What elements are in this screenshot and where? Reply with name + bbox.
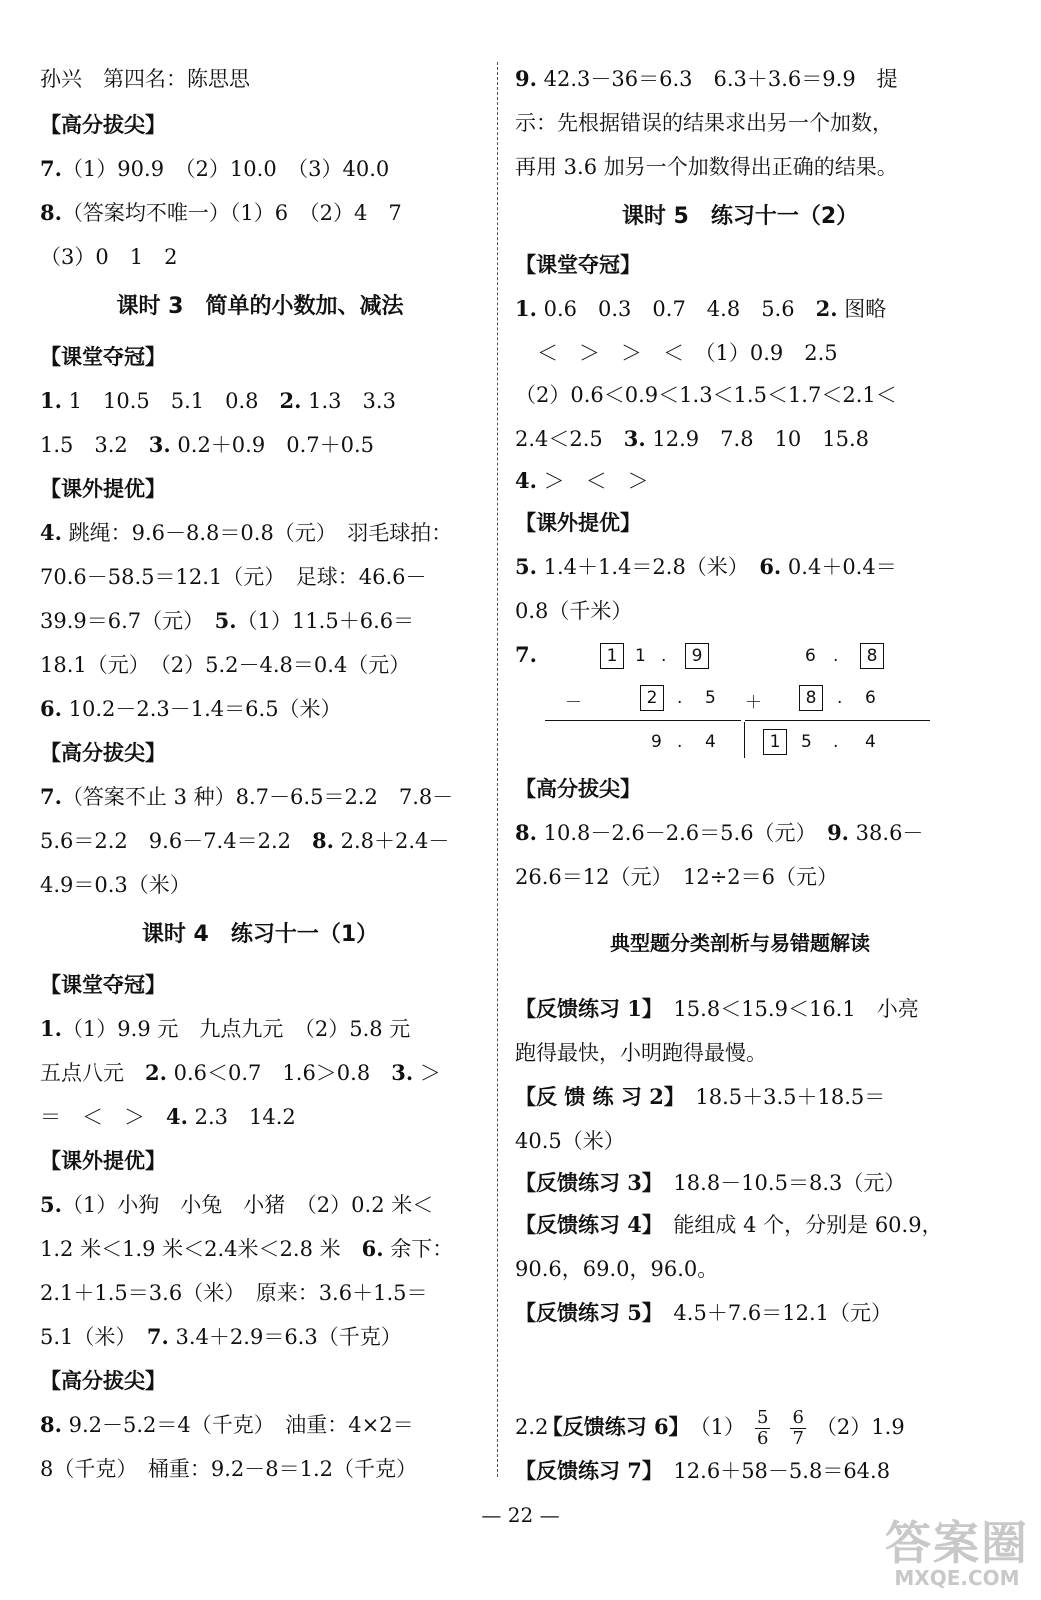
section-title: 【高分拔尖】 (40, 113, 166, 137)
digit: 6 (865, 688, 876, 708)
text-line: 2.1＋1.5＝3.6（米） 原来：3.6＋1.5＝ (40, 1281, 428, 1305)
text-line: 1.2 米＜1.9 米＜2.4米＜2.8 米 6. 余下： (40, 1236, 454, 1261)
digit: 9 (651, 732, 662, 752)
decimal-point: . (833, 732, 839, 752)
watermark-url: MXQE.COM (894, 1566, 1020, 1590)
section-title: 【课堂夺冠】 (515, 253, 641, 277)
text-line: 18.1（元） （2）5.2－4.8＝0.4（元） (40, 653, 411, 677)
text-line: 26.6＝12（元） 12÷2＝6（元） (515, 865, 839, 889)
text-line: 1.5 3.2 3. 0.2＋0.9 0.7＋0.5 (40, 432, 374, 457)
text-line: 【反馈练习 1】 15.8＜15.9＜16.1 小亮 (515, 996, 919, 1021)
text-line: ＝ ＜ ＞ 4. 2.3 14.2 (40, 1104, 296, 1129)
text-line: 90.6，69.0，96.0。 (515, 1257, 719, 1281)
section-title: 【高分拔尖】 (515, 777, 641, 801)
text-line: 【反馈练习 5】 4.5＋7.6＝12.1（元） (515, 1300, 892, 1325)
text-line: 4. 跳绳：9.6－8.8＝0.8（元） 羽毛球拍： (40, 520, 453, 545)
text-line: ＜ ＞ ＞ ＜ （1）0.9 2.5 (537, 341, 838, 365)
answer-box: 1 (600, 643, 624, 669)
section-title: 【课堂夺冠】 (40, 973, 166, 997)
text-line: 孙兴 第四名：陈思思 (40, 67, 250, 91)
separator-line (744, 722, 745, 758)
text-line: 1. 1 10.5 5.1 0.8 2. 1.3 3.3 (40, 388, 396, 413)
text-line: 跑得最快，小明跑得最慢。 (515, 1041, 767, 1065)
plus-sign: ＋ (745, 693, 762, 713)
digit: 4 (705, 732, 716, 752)
text-line: 【反馈练习 3】 18.8－10.5＝8.3（元） (515, 1170, 906, 1195)
fraction: $\frac{5}{6}$ (757, 1407, 769, 1449)
text-line: 【反馈练习 4】 能组成 4 个，分别是 60.9， (515, 1212, 943, 1237)
sum-line (745, 720, 930, 721)
text-line: 8. 9.2－5.2＝4（千克） 油重：4×2＝ (40, 1412, 414, 1437)
answer-box: 9 (685, 643, 709, 669)
answer-box: 8 (860, 643, 884, 669)
decimal-point: . (677, 688, 683, 708)
watermark-logo-text: 答案圈 (885, 1516, 1029, 1570)
lesson-heading: 课时 5 练习十一（2） (621, 204, 859, 229)
text-line: 4. ＞ ＜ ＞ (515, 468, 649, 493)
vertical-subtraction (515, 640, 965, 760)
decimal-point: . (833, 646, 839, 666)
lesson-heading: 课时 4 练习十一（1） (141, 922, 379, 947)
text-line: 【反 馈 练 习 2】 18.5＋3.5＋18.5＝ (515, 1084, 886, 1109)
answer-box: 2 (640, 685, 664, 711)
minus-sign: － (565, 693, 582, 713)
text-line: 8（千克） 桶重：9.2－8＝1.2（千克） (40, 1457, 418, 1481)
lesson-heading: 课时 3 简单的小数加、减法 (116, 294, 404, 319)
text-line: 39.9＝6.7（元） 5.（1）11.5＋6.6＝ (40, 608, 415, 633)
section-title: 【课外提优】 (40, 477, 166, 501)
site-watermark (885, 1516, 1029, 1590)
text-line: 5.1（米） 7. 3.4＋2.9＝6.3（千克） (40, 1324, 402, 1349)
text-line: 1.（1）9.9 元 九点九元 （2）5.8 元 (40, 1016, 411, 1041)
decimal-point: . (837, 688, 843, 708)
text-line: 2.2 (515, 1415, 549, 1439)
text-line: 【反馈练习 7】 12.6＋58－5.8＝64.8 (515, 1458, 891, 1483)
text-line: 7.（答案不止 3 种）8.7－6.5＝2.2 7.8－ (40, 784, 454, 809)
text-line: 7. (515, 642, 537, 667)
text-line: 5.（1）小狗 小兔 小猪 （2）0.2 米＜ (40, 1192, 434, 1217)
text-line: 6. 10.2－2.3－1.4＝6.5（米） (40, 696, 342, 721)
text-line: 70.6－58.5＝12.1（元） 足球：46.6－ (40, 565, 427, 589)
section-title: 【高分拔尖】 (40, 1369, 166, 1393)
text-line: 8. 10.8－2.6－2.6＝5.6（元） 9. 38.6－ (515, 820, 924, 845)
text-line: 40.5（米） (515, 1129, 625, 1153)
section-title: 【高分拔尖】 (40, 741, 166, 765)
text-line: 1. 0.6 0.3 0.7 4.8 5.6 2. 图略 (515, 296, 887, 321)
text-line: 【反馈练习 6】 （1） $\frac{5}{6}$ $\frac{6}{7}$ （2）1.9 (541, 1407, 905, 1449)
text-line: 9. 42.3－36＝6.3 6.3＋3.6＝9.9 提 (515, 66, 898, 91)
column-divider (497, 62, 498, 1477)
digit: 5 (705, 688, 716, 708)
fraction: $\frac{6}{7}$ (792, 1407, 804, 1449)
text-line: 0.8（千米） (515, 599, 633, 623)
text-line: 2.4＜2.5 3. 12.9 7.8 10 15.8 (515, 426, 870, 451)
text-line: 5.6＝2.2 9.6－7.4＝2.2 8. 2.8＋2.4－ (40, 828, 450, 853)
text-line: （2）0.6＜0.9＜1.3＜1.5＜1.7＜2.1＜ (515, 383, 897, 407)
text-line: 示：先根据错误的结果求出另一个加数， (515, 111, 893, 135)
page-number: — 22 — (481, 1503, 560, 1527)
sum-line (545, 720, 741, 721)
text-line: 5. 1.4＋1.4＝2.8（米） 6. 0.4＋0.4＝ (515, 554, 897, 579)
answer-box: 1 (763, 729, 787, 755)
digit: 6 (805, 646, 816, 666)
digit: 5 (801, 732, 812, 752)
digit: 4 (865, 732, 876, 752)
text-line: （3）0 1 2 (40, 245, 178, 269)
text-line: 4.9＝0.3（米） (40, 873, 191, 897)
answer-box: 8 (799, 685, 823, 711)
text-line: 五点八元 2. 0.6＜0.7 1.6＞0.8 3. ＞ (40, 1060, 441, 1085)
section-title: 【课堂夺冠】 (40, 345, 166, 369)
decimal-point: . (661, 646, 667, 666)
chapter-heading: 典型题分类剖析与易错题解读 (610, 931, 870, 955)
text-line: 8.（答案均不唯一）（1）6 （2）4 7 (40, 200, 402, 225)
section-title: 【课外提优】 (515, 511, 641, 535)
section-title: 【课外提优】 (40, 1149, 166, 1173)
text-line: 7.（1）90.9 （2）10.0 （3）40.0 (40, 156, 390, 181)
decimal-point: . (677, 732, 683, 752)
digit: 1 (635, 646, 646, 666)
text-line: 再用 3.6 加另一个加数得出正确的结果。 (515, 155, 898, 179)
